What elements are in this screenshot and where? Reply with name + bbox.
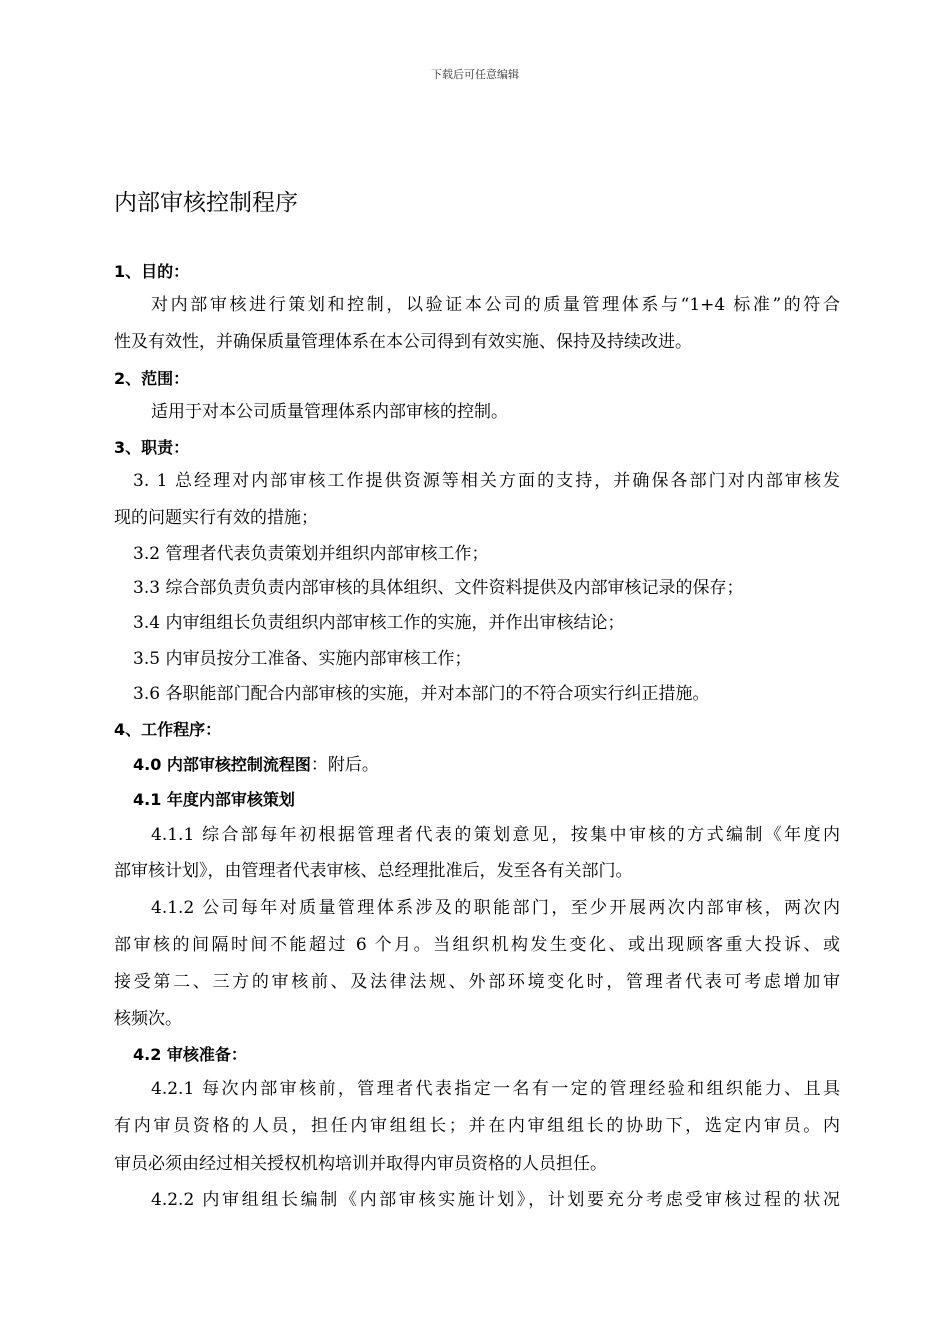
paragraph-line: 4.1.2 公司每年对质量管理体系涉及的职能部门，至少开展两次内部审核，两次内 bbox=[151, 898, 840, 918]
paragraph-line: 4.2.2 内审组组长编制《内部审核实施计划》，计划要充分考虑受审核过程的状况 bbox=[151, 1190, 840, 1210]
page-title: 内部审核控制程序 bbox=[114, 190, 298, 216]
list-item: 3.4 内审组组长负责组织内部审核工作的实施，并作出审核结论； bbox=[133, 613, 625, 633]
paragraph-line: 适用于对本公司质量管理体系内部审核的控制。 bbox=[151, 402, 508, 422]
section-heading-responsibilities: 3、职责： bbox=[114, 438, 190, 457]
subsection-heading: 4.2 审核准备： bbox=[133, 1045, 247, 1064]
paragraph-line: 审员必须由经过相关授权机构培训并取得内审员资格的人员担任。 bbox=[114, 1154, 607, 1174]
section-heading-procedure: 4、工作程序： bbox=[114, 720, 222, 739]
paragraph-line: 部审核的间隔时间不能超过 6 个月。当组织机构发生变化、或出现顾客重大投诉、或 bbox=[114, 935, 840, 955]
list-item: 3.5 内审员按分工准备、实施内部审核工作； bbox=[133, 649, 472, 669]
subsection-4-0 bbox=[133, 753, 859, 777]
paragraph-line: 核频次。 bbox=[114, 1009, 182, 1029]
subsection-text: ：附后。 bbox=[310, 755, 379, 775]
list-item: 3.6 各职能部门配合内部审核的实施，并对本部门的不符合项实行纠正措施。 bbox=[133, 684, 710, 704]
paragraph-line: 4.2.1 每次内部审核前，管理者代表指定一名有一定的管理经验和组织能力、且具 bbox=[151, 1079, 840, 1099]
subsection-heading: 4.1 年度内部审核策划 bbox=[133, 790, 295, 809]
paragraph-line: 对内部审核进行策划和控制，以验证本公司的质量管理体系与“1+4 标准”的符合 bbox=[151, 295, 840, 315]
list-item: 3.3 综合部负责负责内部审核的具体组织、文件资料提供及内部审核记录的保存； bbox=[133, 578, 744, 598]
section-heading-scope: 2、范围： bbox=[114, 369, 190, 388]
list-item: 3. 1 总经理对内部审核工作提供资源等相关方面的支持，并确保各部门对内部审核发 bbox=[133, 471, 840, 491]
subsection-heading: 4.0 内部审核控制流程图 bbox=[133, 755, 311, 774]
list-item: 现的问题实行有效的措施； bbox=[114, 508, 318, 528]
paragraph-line: 接受第二、三方的审核前、及法律法规、外部环境变化时，管理者代表可考虑增加审 bbox=[114, 972, 840, 992]
list-item: 3.2 管理者代表负责策划并组织内部审核工作； bbox=[133, 544, 489, 564]
section-heading-purpose: 1、目的： bbox=[114, 262, 190, 281]
paragraph-line: 部审核计划》，由管理者代表审核、总经理批准后，发至各有关部门。 bbox=[114, 861, 633, 881]
header-note: 下载后可任意编辑 bbox=[431, 68, 519, 81]
paragraph-line: 有内审员资格的人员，担任内审组组长；并在内审组组长的协助下，选定内审员。内 bbox=[114, 1116, 840, 1136]
paragraph-line: 性及有效性，并确保质量管理体系在本公司得到有效实施、保持及持续改进。 bbox=[114, 332, 692, 352]
paragraph-line: 4.1.1 综合部每年初根据管理者代表的策划意见，按集中审核的方式编制《年度内 bbox=[151, 825, 840, 845]
